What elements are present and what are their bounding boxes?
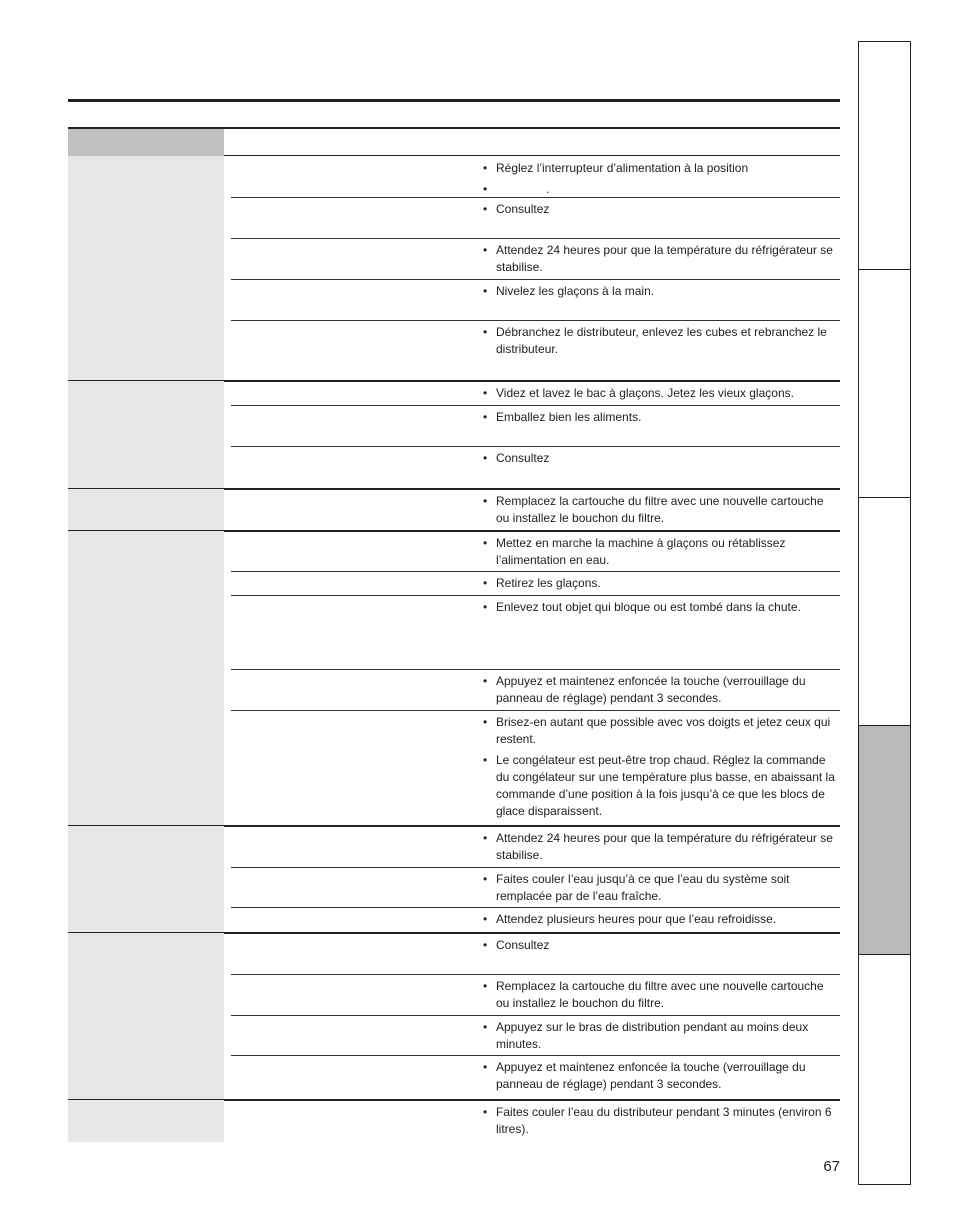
solution-item: • Attendez plusieurs heures pour que l’eau refroidisse. [483,911,838,928]
solution-item: • Appuyez sur le bras de distribution pendant au moins deux minutes. [483,1019,838,1053]
section-tab[interactable] [858,41,911,270]
cause-row [231,320,840,380]
row-divider [231,1015,840,1016]
solution-list [483,160,838,202]
solution-list [483,324,838,362]
row-divider [231,279,840,280]
solution-list [483,493,838,531]
cause-row [231,1055,840,1100]
solution-list [483,201,838,222]
cause-row [231,907,840,933]
solution-list [483,1019,838,1057]
header-problem-cell [68,129,224,156]
solution-list [483,385,838,406]
solution-item: • Remplacez la cartouche du filtre avec une nouvelle cartouche ou installez le bouchon du filtre. [483,493,838,527]
problem-group [68,156,840,380]
solution-list [483,978,838,1016]
row-divider [231,595,840,596]
solution-list [483,673,838,711]
section-tabs [858,41,912,1185]
cause-row [231,710,840,826]
solution-list [483,575,838,596]
row-divider [231,320,840,321]
solution-list [483,937,838,958]
problem-cell [68,489,224,531]
solution-list [483,1059,838,1097]
solution-item: • Enlevez tout objet qui bloque ou est tombé dans la chute. [483,599,838,616]
solution-item: • Réglez l’interrupteur d’alimentation à la position [483,160,838,177]
row-divider [231,571,840,572]
cause-row [231,381,840,405]
section-tab[interactable] [858,269,911,498]
solution-item: • Consultez [483,937,838,954]
row-divider [231,974,840,975]
problem-group [68,1100,840,1142]
cause-row [231,405,840,446]
problem-group [68,933,840,1100]
row-divider [231,238,840,239]
cause-row [231,279,840,320]
cause-row [231,156,840,197]
row-divider [231,907,840,908]
solution-item: • Mettez en marche la machine à glaçons ou rétablissez l’alimentation en eau. [483,535,838,569]
solution-item: • Faites couler l’eau jusqu’à ce que l’eau du système soit remplacée par de l’eau fraîche. [483,871,838,905]
cause-row [231,933,840,974]
problem-group [68,381,840,489]
solution-item: • Le congélateur est peut-être trop chaud. Réglez la commande du congélateur sur une température plus basse, en abaissant la commande d’une position à la fois jusqu’à ce que les blocs de glace disparaissent. [483,752,838,820]
problem-cell [68,1100,224,1142]
solution-list [483,450,838,471]
section-tab-active[interactable] [858,725,911,955]
cause-row [231,974,840,1015]
row-divider [231,669,840,670]
solution-item: • Emballez bien les aliments. [483,409,838,426]
solution-item: • Remplacez la cartouche du filtre avec une nouvelle cartouche ou installez le bouchon du filtre. [483,978,838,1012]
cause-row [231,1015,840,1055]
solution-list [483,283,838,304]
solution-item: • Retirez les glaçons. [483,575,838,592]
solution-item: • Appuyez et maintenez enfoncée la touche (verrouillage du panneau de réglage) pendant 3 secondes. [483,1059,838,1093]
row-divider [231,446,840,447]
row-divider [231,1055,840,1056]
solution-item: • Attendez 24 heures pour que la température du réfrigérateur se stabilise. [483,242,838,276]
problem-group [68,489,840,531]
cause-row [231,867,840,907]
solution-item: • Brisez-en autant que possible avec vos doigts et jetez ceux qui restent. [483,714,838,748]
cause-row [231,1100,840,1142]
solution-list [483,1104,838,1142]
problem-group [68,826,840,933]
cause-row [231,595,840,669]
problem-group [68,531,840,826]
solution-item: • Faites couler l’eau du distributeur pendant 3 minutes (environ 6 litres). [483,1104,838,1138]
solution-list [483,409,838,430]
cause-row [231,446,840,489]
problem-cell [68,933,224,1100]
solution-item: • Débranchez le distributeur, enlevez les cubes et rebranchez le distributeur. [483,324,838,358]
solution-list [483,535,838,573]
solution-item: • Attendez 24 heures pour que la température du réfrigérateur se stabilise. [483,830,838,864]
solution-item: • . [483,181,838,198]
page-number: 67 [823,1158,840,1175]
solution-list [483,830,838,868]
solution-item: • Appuyez et maintenez enfoncée la touche (verrouillage du panneau de réglage) pendant 3 secondes. [483,673,838,707]
cause-row [231,531,840,571]
section-tab[interactable] [858,497,911,726]
top-rule [68,99,840,102]
problem-cell [68,531,224,826]
solution-item: • Consultez [483,201,838,218]
row-divider [231,197,840,198]
solution-list [483,871,838,909]
solution-list [483,714,838,824]
solution-item: • Nivelez les glaçons à la main. [483,283,838,300]
cause-row [231,238,840,279]
section-tab[interactable] [858,954,911,1185]
cause-row [231,826,840,867]
problem-cell [68,826,224,933]
solution-item: • Videz et lavez le bac à glaçons. Jetez les vieux glaçons. [483,385,838,402]
row-divider [231,867,840,868]
problem-cell [68,381,224,489]
cause-row [231,669,840,710]
cause-row [231,197,840,238]
solution-list [483,242,838,280]
solution-list [483,911,838,932]
problem-cell [68,156,224,380]
row-divider [231,710,840,711]
cause-row [231,571,840,595]
solution-list [483,599,838,620]
cause-row [231,489,840,531]
row-divider [231,405,840,406]
solution-item: • Consultez [483,450,838,467]
